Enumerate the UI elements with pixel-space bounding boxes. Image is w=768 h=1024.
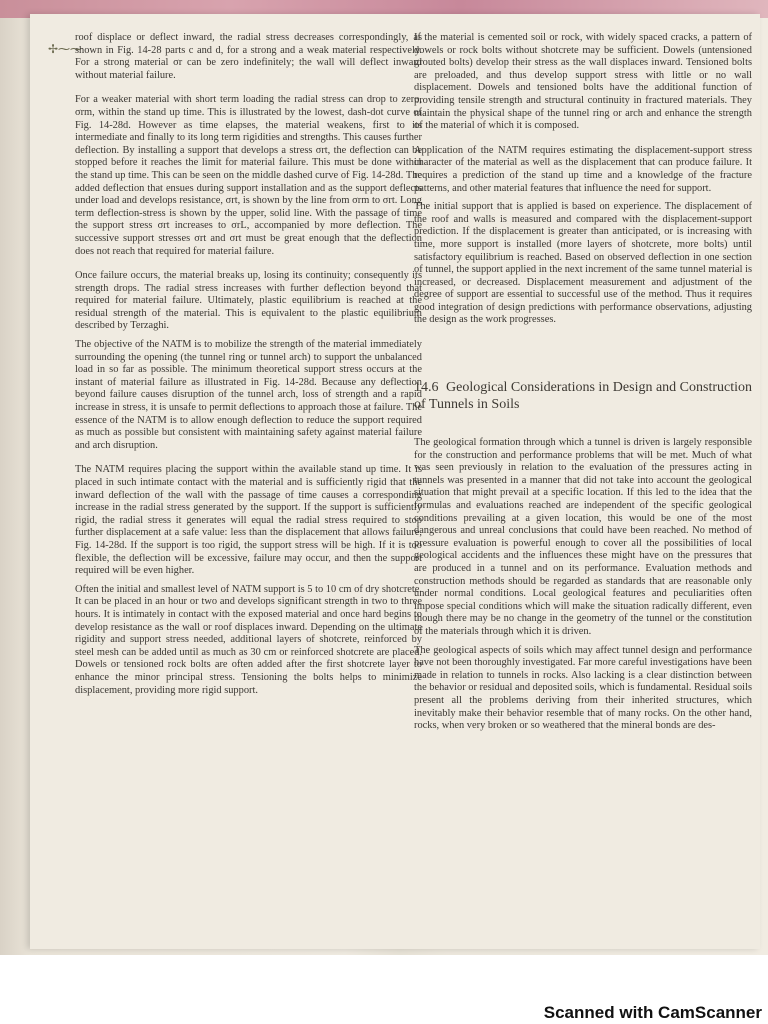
pen-mark-icon: ✢⁓⁓ (48, 42, 83, 56)
right-paragraph-4: The geological formation through which a tunnel is driven is largely responsible for the construction and performance problems that will be met. Much of what was seen previously in relation to the evaluation of the pressures acting in tunnels was presented in a manner that did not take into account the geological situation that might prevail at a specific location. If this led to the idea that the formulas and evaluations reached are independent of the specific geological conditions prevailing at a given location, this would be one of the most dangerous and unreal conclusions that could have been reached. No method of pressure evaluation is powerful enough to cover all the possibilities of local geological accidents and the influences these might have on the pressures that are produced in a tunnel and on its performance. Evaluation methods and construction methods should be regarded as standards that are reasonable only under normal conditions. Local geological features and peculiarities often impose special conditions which will make the situation radically different, even though there may be no change in the geometry of the tunnel or the constitution of the materials through which it is driven. (414, 437, 752, 637)
right-paragraph-2: Application of the NATM requires estimating the displacement-support stress character of the material as well as the displacement that can produce failure. It requires a prediction of the stand up time and a knowledge of the fracture patterns, and other material features that influence the need for support. (414, 144, 752, 194)
section-heading (414, 379, 752, 413)
right-paragraph-5: The geological aspects of soils which may affect tunnel design and performance have not been thoroughly investigated. Far more careful investigations have been made in relation to tunnels in rocks. Also lacking is a clear distinction between the behavior or residual and deposited soils, which is fundamental. Residual soils present all the problems deriving from their inherited structures, which inevitably make their behavior resemble that of many rocks. On the other hand, rocks, when very broken or so weathered that the mineral bonds are des- (414, 644, 752, 732)
section-title: Geological Considerations in Design and Construction of Tunnels in Soils (414, 380, 753, 413)
right-paragraph-3: The initial support that is applied is based on experience. The displacement of the roof and walls is measured and compared with the displacement-support prediction. If the displacement is greater than anticipated, or is increasing with time, more support is installed (more layers of shotcrete, more bolts) until satisfactory equilibrium is reached. Based on observed deflection in one section of tunnel, the support applied in the next increment of the same tunnel material is increased, or decreased. Displacement measurement and adjustment of the degree of support are essential to successful use of the method. Thus it requires good integration of design predictions with performance observations, adjusting the design as the work progresses. (414, 201, 752, 326)
right-column (414, 32, 752, 745)
right-paragraph-1: If the material is cemented soil or rock, with widely spaced cracks, a pattern of dowels or rock bolts without shotcrete may be sufficient. Dowels (untensioned grouted bolts) develop their stress as the wall displaces inward. Tensioned bolts are preloaded, and thus develop support stress with little or no wall displacement. Dowels and tensioned bolts have the additional function of providing tensile strength and structural continuity in fractured materials. They maintain the physical shape of the tunnel ring or arch and enhance the strength of the material of which it is composed. (414, 32, 752, 132)
left-paragraph-5: The NATM requires placing the support within the available stand up time. It is placed in such intimate contact with the material and is sufficiently rigid that the inward deflection of the wall with the passage of time causes a corresponding increase in the radial stress generated by the support. If the support is sufficiently rigid, the radial stress it generates will equal the radial stress required to stop further displacement at a safe value: less than the displacement that allows failure, Fig. 14-28d. If the support is too rigid, the support stress will be high. If it is too flexible, the deflection will be excessive, failure may occur, and then the support required will be even higher. (75, 464, 422, 577)
section-number: 14.6 (414, 380, 439, 396)
left-paragraph-3: Once failure occurs, the material breaks up, losing its continuity; consequently its strength drops. The radial stress increases with further deflection beyond that required for material failure. Ultimately, plastic equilibrium is reached at the residual strength of the material. This is equivalent to the plastic equilibrium described by Terzaghi. (75, 270, 422, 332)
left-paragraph-6: Often the initial and smallest level of NATM support is 5 to 10 cm of dry shotcrete. It can be placed in an hour or two and develops significant strength in two to three hours. It is intimately in contact with the exposed material and once hard begins to develop resistance as the wall or roof displaces inward. Depending on the ultimate rigidity and support stress needed, additional layers of shotcrete, reinforced by steel mesh can be added until as much as 30 cm or reinforced shotcrete are placed. Dowels or tensioned rock bolts are often added after the first shotcrete layer to enhance the minor principal stress. Tensioning the bolts helps to minimize displacement, providing more rigid support. (75, 583, 422, 696)
scanner-watermark-label: Scanned with CamScanner (543, 1003, 762, 1022)
left-paragraph-1: roof displace or deflect inward, the radial stress decreases correspondingly, as shown in Fig. 14-28 parts c and d, for a strong and a weak material respectively. For a strong material σr can be zero indefinitely; the wall will deflect inward without material failure. (75, 32, 422, 81)
book-page (30, 14, 760, 949)
left-paragraph-4: The objective of the NATM is to mobilize the strength of the material immediately surrounding the opening (the tunnel ring or tunnel arch) to support the unbalanced load in so far as possible. The minimum theoretical support stress occurs at the instant of material failure as illustrated in Fig. 14-28d. Because any deflection beyond failure causes disruption of the tunnel arch, loss of strength and a rapid increase in stress, it is unsafe to permit deflections to approach those at failure. The essence of the NATM is to allow enough deflection to reduce the support required as much as possible but consistent with maintaining safety against material failure and arch disruption. (75, 339, 422, 451)
left-paragraph-2: For a weaker material with short term loading the radial stress can drop to zero, σrm, within the stand up time. This is illustrated by the lowest, dash-dot curve of Fig. 14-28d. However as time elapses, the material weakens, first to its intermediate and finally to its long term rigidities and strengths. This causes further deflection. By installing a support that develops a stress σrt, the deflection can be stopped before it reaches the limit for material failure. This must be done within the stand up time. This can be seen on the middle dashed curve of Fig. 14-28d. The added deflection that ensues during support installation and as the support deflects under load and develops resistance, σrt, is shown by the line from σrm to σrt. Long term deflection-stress is shown by the upper, solid line. With the passage of time the support stress σrt increases to σrL, accompanied by more deflection. The successive support stresses σrt and σrt must be great enough that the deflection does not reach that required for material failure. (75, 94, 422, 257)
left-column (75, 32, 422, 709)
